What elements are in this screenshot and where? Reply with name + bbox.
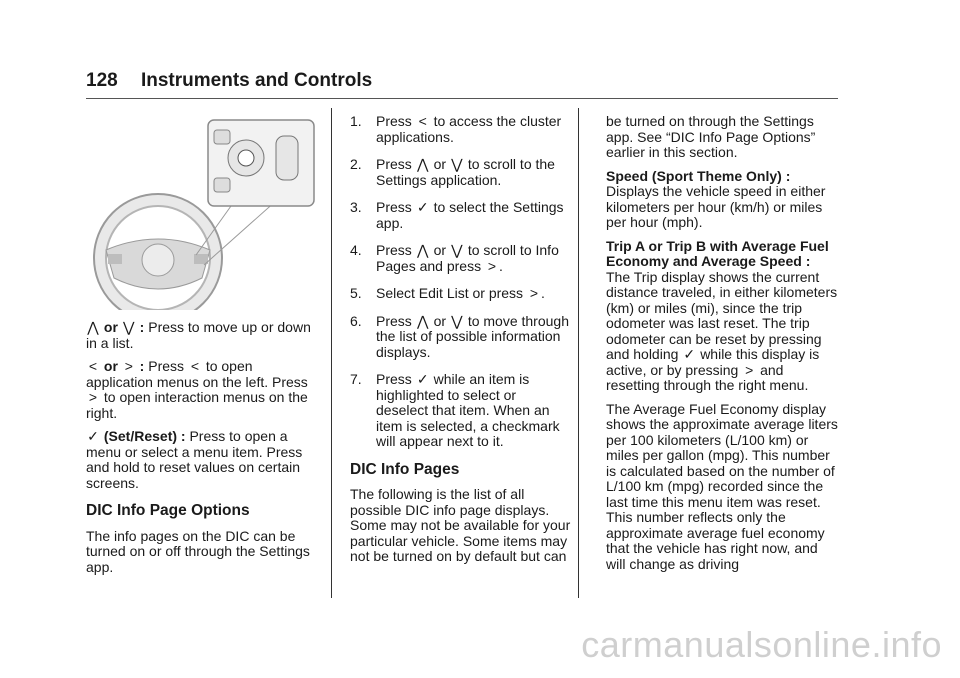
up-arrow-icon: ⋀ bbox=[87, 319, 99, 335]
paragraph-trip bbox=[606, 239, 840, 394]
trip-label: Trip A or Trip B with Average Fuel Economy and Average Speed : bbox=[606, 237, 829, 269]
section-heading: DIC Info Pages bbox=[350, 460, 460, 478]
step-number: 3. bbox=[350, 199, 362, 215]
paragraph-set-reset bbox=[86, 429, 318, 491]
step-item bbox=[350, 314, 572, 361]
page-number: 128 bbox=[86, 70, 118, 91]
check-icon: ✓ bbox=[416, 371, 429, 387]
text: to open interaction menus on the right. bbox=[86, 389, 308, 421]
column-3 bbox=[606, 114, 840, 580]
step-item bbox=[350, 200, 572, 231]
or-text: or bbox=[433, 312, 447, 329]
check-icon: ✓ bbox=[87, 428, 99, 444]
text: Press bbox=[376, 199, 412, 215]
up-down-description: Press to move up or down in a list. bbox=[86, 319, 311, 351]
paragraph-left-right: < or > : Press < to open application menus on the left. Press > to open interaction menus on the right. bbox=[86, 358, 308, 421]
text: Press bbox=[376, 113, 412, 129]
down-arrow-icon: ⋁ bbox=[451, 242, 463, 258]
text: to select the Settings app. bbox=[376, 199, 564, 231]
text: to scroll to Info Pages and press bbox=[376, 242, 559, 274]
page-title: Instruments and Controls bbox=[140, 70, 373, 91]
text: Press bbox=[148, 358, 185, 374]
or-text: or bbox=[103, 319, 118, 335]
paragraph-up-down: ⋀ or ⋁ : Press to move up or down in a list. bbox=[86, 319, 311, 351]
steering-wheel-illustration bbox=[86, 110, 316, 310]
or-text: or bbox=[433, 156, 447, 172]
step-number: 7. bbox=[350, 371, 362, 387]
step-item bbox=[350, 114, 572, 145]
text: to access the cluster applications. bbox=[376, 113, 562, 145]
step-list bbox=[350, 114, 572, 450]
step-item bbox=[350, 286, 572, 302]
text: to move through the list of possible information displays. bbox=[376, 312, 569, 360]
right-arrow-icon: > bbox=[529, 285, 539, 301]
text: Select Edit List or press bbox=[376, 285, 524, 301]
speed-description: Displays the vehicle speed in either kilometers per hour (km/h) or miles per hour (mph). bbox=[606, 183, 826, 230]
text: while this display is active, or by pressing bbox=[606, 346, 820, 378]
paragraph: The following is the list of all possible DIC info page displays. Some may not be available for your particular vehicle. Some items may not be turned on by default but can bbox=[350, 486, 571, 564]
or-text: or bbox=[433, 242, 447, 258]
column-1 bbox=[86, 320, 318, 583]
right-arrow-icon: > bbox=[745, 361, 754, 378]
step-number: 6. bbox=[350, 312, 362, 329]
text: while an item is highlighted to select or deselect that item. When an item is selected, a checkmark will appear next to it. bbox=[376, 371, 560, 449]
column-2 bbox=[350, 114, 572, 573]
text: Press bbox=[376, 371, 412, 387]
text: to open application menus on the left. Press bbox=[86, 358, 308, 390]
step-item bbox=[350, 372, 572, 450]
up-arrow-icon: ⋀ bbox=[416, 156, 429, 172]
step-item bbox=[350, 157, 572, 188]
section-heading: DIC Info Page Options bbox=[86, 502, 250, 519]
text: Press bbox=[376, 312, 412, 329]
step-number: 4. bbox=[350, 242, 362, 258]
text: . bbox=[498, 257, 503, 274]
check-icon: ✓ bbox=[416, 199, 429, 215]
watermark: carmanualsonline.info bbox=[581, 624, 942, 665]
right-arrow-icon: > bbox=[124, 358, 133, 374]
step-number: 2. bbox=[350, 156, 362, 172]
paragraph: The info pages on the DIC can be turned on or off through the Settings app. bbox=[86, 527, 310, 575]
paragraph: be turned on through the Settings app. See “DIC Info Page Options” earlier in this section. bbox=[606, 113, 816, 160]
down-arrow-icon: ⋁ bbox=[451, 312, 463, 329]
speed-label: Speed (Sport Theme Only) : bbox=[606, 167, 791, 184]
set-reset-label: (Set/Reset) : bbox=[103, 428, 186, 444]
column-divider bbox=[331, 108, 332, 598]
right-arrow-icon: > bbox=[487, 257, 497, 274]
up-arrow-icon: ⋀ bbox=[416, 312, 429, 329]
check-icon: ✓ bbox=[683, 346, 696, 362]
step-item bbox=[350, 243, 572, 274]
text: to scroll to the Settings application. bbox=[376, 156, 555, 188]
down-arrow-icon: ⋁ bbox=[123, 319, 135, 335]
text: The Trip display shows the current distance traveled, in either kilometers (km) or miles (mi), since the trip odometer was last reset. The trip odometer can be reset by pressing and holding bbox=[606, 268, 838, 362]
header-rule bbox=[86, 98, 838, 99]
left-arrow-icon: < bbox=[88, 358, 98, 374]
text: . bbox=[540, 285, 545, 301]
step-number: 5. bbox=[350, 285, 362, 301]
step-number: 1. bbox=[350, 113, 362, 129]
or-text: or bbox=[103, 358, 118, 374]
column-divider bbox=[578, 108, 579, 598]
left-arrow-icon: < bbox=[418, 113, 427, 129]
set-reset-description: Press to open a menu or select a menu item. Press and hold to reset values on certain screens. bbox=[86, 428, 303, 491]
page-header bbox=[86, 70, 372, 92]
up-arrow-icon: ⋀ bbox=[416, 242, 429, 258]
left-arrow-icon: < bbox=[190, 358, 200, 374]
text: Press bbox=[376, 156, 412, 172]
text: Press bbox=[376, 242, 412, 258]
paragraph-average-fuel: The Average Fuel Economy display shows the approximate average liters per 100 kilometers (L/100 km) or miles per gallon (mpg). This number is calculated based on the number of L/100 km (mpg) recorded since the last time this menu item was reset. This number reflects only the approximate average fuel economy that the vehicle has right now, and will change as driving bbox=[606, 400, 838, 572]
text: and resetting through the right menu. bbox=[606, 361, 809, 393]
down-arrow-icon: ⋁ bbox=[451, 156, 463, 172]
right-arrow-icon: > bbox=[88, 389, 98, 405]
paragraph-speed bbox=[606, 169, 840, 231]
